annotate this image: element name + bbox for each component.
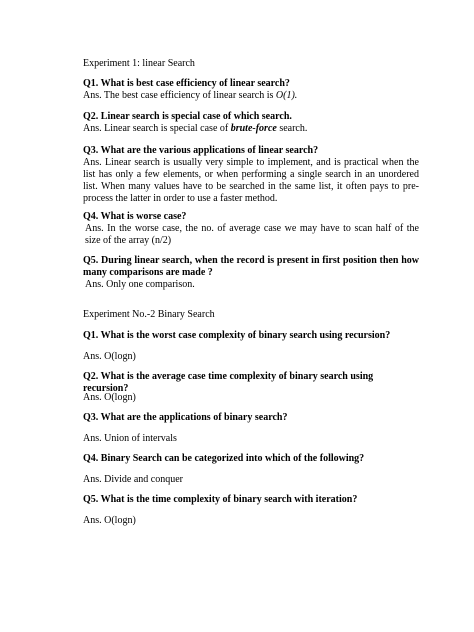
exp1-q5-answer: Ans. Only one comparison. [85, 279, 195, 290]
exp1-q1-answer-prefix: Ans. The best case efficiency of linear search is [83, 90, 276, 101]
exp2-q2-question: Q2. What is the average case time complexity of binary search using recursion? [83, 371, 374, 394]
exp2-q4-question: Q4. Binary Search can be categorized into which of the following? [83, 453, 365, 464]
exp1-q2-answer-prefix: Ans. Linear search is special case of [83, 123, 231, 134]
exp1-q1-question: Q1. What is best case efficiency of linear search? [83, 78, 290, 89]
exp1-q3 [83, 145, 419, 205]
exp2-q1-answer: Ans. O(logn) [83, 351, 136, 362]
exp2-q3-question: Q3. What are the applications of binary search? [83, 412, 288, 423]
exp1-q1 [83, 78, 419, 102]
exp1-q4-question: Q4. What is worse case? [83, 211, 187, 222]
exp2-q4-answer: Ans. Divide and conquer [83, 474, 183, 485]
exp2-q5-question: Q5. What is the time complexity of binary search with iteration? [83, 494, 358, 505]
exp1-q4 [83, 211, 419, 247]
exp1-q1-answer-emph: O(1). [275, 90, 298, 101]
experiment-1-heading: Experiment 1: linear Search [83, 58, 195, 69]
exp1-q1-answer [83, 90, 419, 102]
exp2-q3-answer: Ans. Union of intervals [83, 433, 177, 444]
exp1-q3-question: Q3. What are the various applications of linear search? [83, 145, 319, 156]
exp2-q1-question: Q1. What is the worst case complexity of binary search using recursion? [83, 330, 391, 341]
exp1-q5 [83, 255, 419, 291]
exp1-q2-answer [83, 123, 419, 135]
exp1-q2-question: Q2. Linear search is special case of which search. [83, 111, 292, 122]
exp1-q2 [83, 111, 419, 135]
experiment-2-heading: Experiment No.-2 Binary Search [83, 309, 215, 320]
exp1-q4-answer: Ans. In the worse case, the no. of average case we may have to scan half of the size of the array (n/2) [85, 223, 419, 246]
exp2-q5-answer: Ans. O(logn) [83, 515, 136, 526]
exp1-q5-question: Q5. During linear search, when the record is present in first position then how many comparisons are made ? [83, 255, 419, 278]
exp1-q2-answer-emph: brute-force [230, 123, 277, 134]
exp2-q2-answer: Ans. O(logn) [83, 392, 136, 403]
exp1-q2-answer-suffix: search. [276, 123, 308, 134]
exp1-q3-answer: Ans. Linear search is usually very simple to implement, and is practical when the list has only a few elements, or when performing a single search in an unordered list. When many values have to be searched in the same list, it often pays to pre-process the latter in order to use a faster method. [83, 157, 419, 204]
